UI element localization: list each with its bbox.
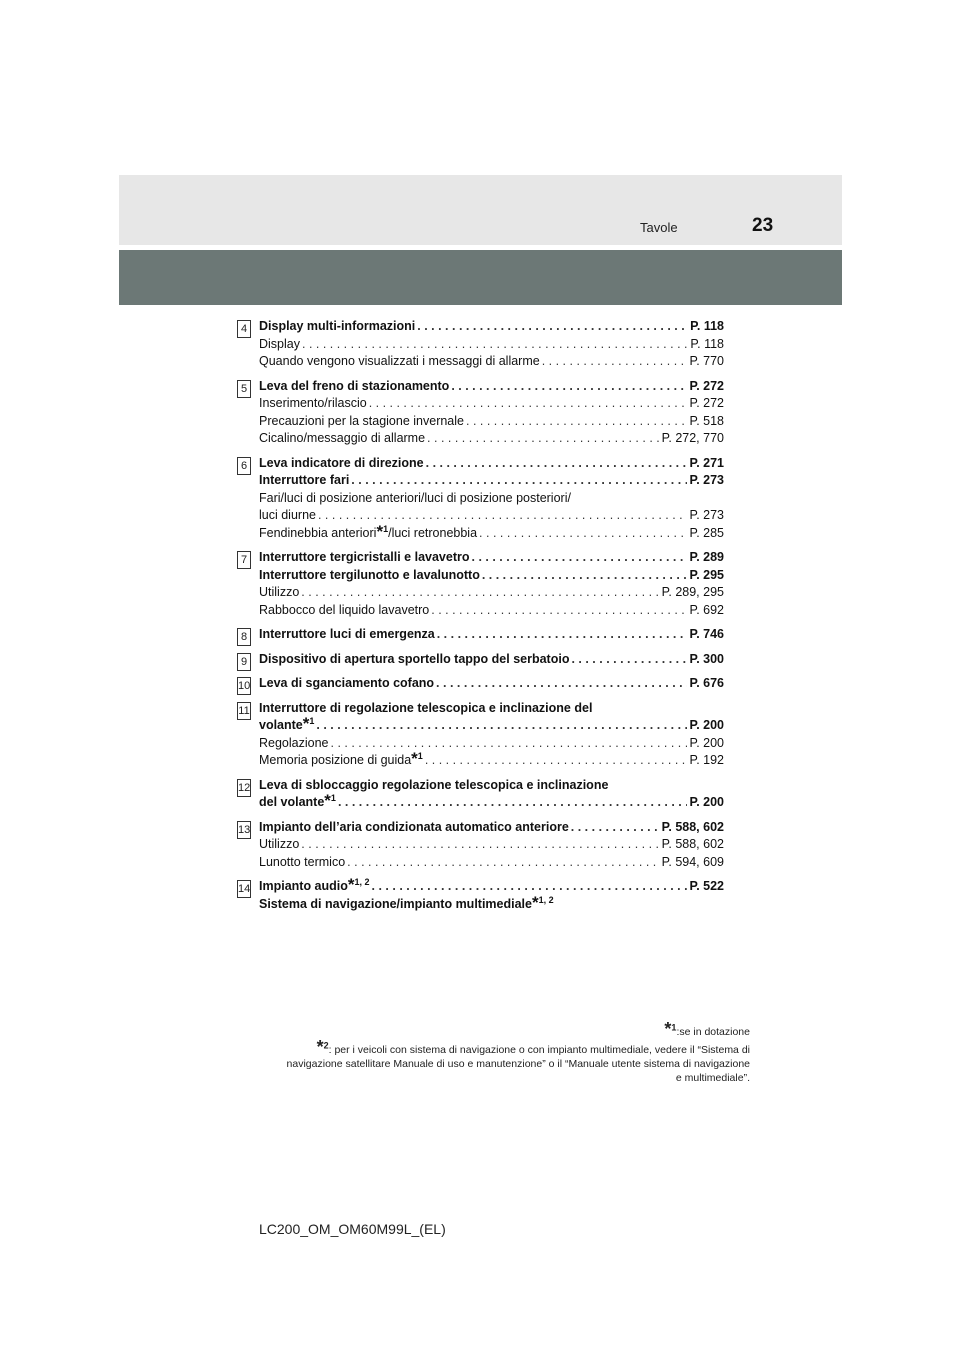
toc-entry[interactable] [259, 413, 724, 431]
leader-dots [451, 378, 687, 396]
toc-entry-label-wrap [259, 472, 349, 490]
leader-dots [436, 675, 687, 693]
document-code: LC200_OM_OM60M99L_(EL) [259, 1221, 446, 1237]
toc-entry-label-wrap [259, 584, 299, 602]
toc-entry-label: Utilizzo [259, 837, 300, 851]
toc-group [237, 777, 724, 812]
item-number-badge: 11 [237, 702, 251, 720]
toc-entry-label: Precauzioni per la stagione invernale [259, 413, 464, 428]
page-reference[interactable]: P. 289 [689, 550, 724, 564]
toc-entry-label: Interruttore tergilunotto e lavalunotto [259, 567, 480, 582]
toc-entry-label-wrap [259, 353, 540, 371]
leader-dots [571, 651, 687, 669]
page-reference[interactable]: P. 746 [689, 627, 724, 641]
footnote-ref: 1 [417, 750, 423, 761]
leader-dots [425, 752, 688, 770]
toc-entry[interactable] [259, 749, 724, 770]
leader-dots [301, 836, 659, 854]
item-number-badge: 10 [237, 677, 251, 695]
leader-dots [426, 455, 688, 473]
toc-entry[interactable] [259, 651, 724, 669]
footnote-mark: 1 [671, 1022, 677, 1033]
toc-entry[interactable] [259, 549, 724, 567]
toc-entry-label: Interruttore fari [259, 473, 350, 487]
toc-entry-label-wrap [259, 651, 569, 669]
page-reference[interactable]: P. 295 [689, 567, 724, 582]
toc-entry[interactable] [259, 735, 724, 753]
toc-entry-label: Display multi-informazioni [259, 319, 416, 333]
item-number-badge: 13 [237, 821, 251, 839]
toc-group [237, 875, 724, 913]
toc-entry-label: Leva di sganciamento cofano [259, 676, 435, 690]
toc-entry[interactable] [259, 875, 724, 896]
toc-entry[interactable] [259, 892, 724, 914]
page-reference[interactable]: P. 676 [689, 676, 724, 690]
toc-entry-label: Impianto audio [259, 879, 348, 893]
toc-entry[interactable] [259, 395, 724, 413]
page-reference[interactable]: P. 272 [689, 396, 724, 410]
page-reference[interactable]: P. 118 [690, 319, 724, 333]
footnote-star: * [664, 1019, 672, 1039]
toc-group [237, 318, 724, 371]
toc-entry-label: Fari/luci di posizione anteriori/luci di posizione posteriori/ [259, 490, 571, 505]
toc-entry-label: Dispositivo di apertura sportello tappo del serbatoio [259, 651, 570, 666]
toc-entry-label: Rabbocco del liquido lavavetro [259, 602, 430, 617]
toc-entry[interactable] [259, 626, 724, 644]
footnote-star: * [316, 1037, 324, 1057]
item-number-badge: 14 [237, 880, 251, 898]
toc-entry-label-wrap [259, 675, 434, 693]
toc-entry-label-wrap [259, 318, 415, 336]
footnote-star: * [376, 521, 384, 541]
item-number-badge: 6 [237, 457, 251, 475]
toc-entry-label-wrap [259, 791, 336, 812]
toc-entry[interactable] [259, 507, 724, 525]
toc-entry[interactable] [259, 430, 724, 448]
page-reference[interactable]: P. 272, 770 [661, 431, 724, 445]
toc-entry[interactable] [259, 714, 724, 735]
toc-entry-label-suffix: /luci retronebbia [388, 525, 478, 540]
page-reference[interactable]: P. 588, 602 [661, 819, 724, 834]
toc-entry-label: Interruttore di regolazione telescopica e inclinazione del [259, 700, 593, 715]
toc-group [237, 378, 724, 448]
toc-entry-label: Sistema di navigazione/impianto multimediale [259, 896, 532, 911]
toc-group [237, 819, 724, 872]
toc-group [237, 626, 724, 644]
toc-entry-label: volante [259, 718, 303, 732]
leader-dots [301, 584, 659, 602]
toc-entry[interactable] [259, 455, 724, 473]
toc-entry[interactable] [259, 675, 724, 693]
toc-entry-label-wrap [259, 521, 478, 543]
footnote-mark: 2 [323, 1040, 329, 1051]
page-reference[interactable]: P. 200 [689, 735, 724, 750]
toc-entry[interactable] [259, 836, 724, 854]
toc-entry-label: Utilizzo [259, 585, 300, 599]
page-reference[interactable]: P. 518 [689, 413, 724, 428]
footnote-ref: 1 [383, 523, 389, 534]
toc-entry-label: Lunotto termico [259, 854, 346, 869]
toc-entry[interactable] [259, 521, 724, 543]
toc-entry[interactable] [259, 490, 724, 508]
toc-entry-label: Regolazione [259, 735, 329, 750]
toc-entry-label-wrap [259, 819, 569, 837]
toc-entry[interactable] [259, 584, 724, 602]
toc-entry[interactable] [259, 378, 724, 396]
leader-dots [417, 318, 688, 336]
page-reference[interactable]: P. 192 [689, 753, 724, 767]
page-reference[interactable]: P. 273 [689, 508, 724, 522]
leader-dots [431, 602, 687, 620]
item-number-badge: 8 [237, 628, 251, 646]
toc-entry-label: Inserimento/rilascio [259, 396, 367, 410]
table-of-contents [237, 318, 724, 920]
toc-entry-label-wrap [259, 749, 423, 770]
page-number: 23 [752, 215, 774, 236]
leader-dots [372, 878, 688, 896]
footnote-star: * [324, 791, 331, 810]
page-reference[interactable]: P. 200 [689, 795, 724, 809]
toc-entry-label: Interruttore tergicristalli e lavavetro [259, 550, 470, 564]
leader-dots [427, 430, 660, 448]
toc-entry-label-wrap [259, 836, 299, 854]
toc-entry-label-wrap [259, 549, 470, 567]
toc-entry-label-wrap [259, 626, 435, 644]
section-title: Tavole [640, 220, 678, 235]
toc-entry-label-wrap [259, 602, 429, 620]
toc-entry-label-wrap [259, 336, 300, 354]
toc-entry-label: Interruttore luci di emergenza [259, 627, 435, 641]
toc-entry-label-wrap [259, 567, 480, 585]
footnote [280, 1037, 750, 1085]
toc-entry[interactable] [259, 472, 724, 490]
page-reference[interactable]: P. 692 [689, 602, 724, 617]
item-number-badge: 4 [237, 320, 251, 338]
footnote-text: :se in dotazione [676, 1026, 750, 1038]
item-number-badge: 5 [237, 380, 251, 398]
leader-dots [571, 819, 660, 837]
footnote-text: : per i veicoli con sistema di navigazione o con impianto multimediale, vedere il “Sistema di navigazione satellitare Manuale di uso e manutenzione” o il “Manuale utente sistema di navigazione e multimediale”. [286, 1044, 750, 1084]
footnote-star: * [302, 714, 310, 733]
toc-entry-label: Quando vengono visualizzati i messaggi di allarme [259, 354, 540, 368]
footnote-star: * [347, 875, 355, 894]
toc-group [237, 549, 724, 619]
toc-entry-label: del volante [259, 795, 325, 809]
toc-entry[interactable] [259, 791, 724, 812]
footnotes [280, 1019, 750, 1089]
toc-entry-label-wrap [259, 430, 425, 448]
page-reference[interactable]: P. 285 [689, 525, 724, 540]
toc-entry-label-wrap [259, 378, 449, 396]
footnote-ref: 1 [330, 792, 336, 803]
toc-entry[interactable] [259, 819, 724, 837]
leader-dots [482, 567, 688, 585]
leader-dots [331, 735, 688, 753]
toc-entry-label: Fendinebbia anteriori [259, 525, 377, 540]
footnote-ref: 1, 2 [538, 894, 554, 905]
toc-entry-label: Leva indicatore di direzione [259, 455, 424, 470]
page-reference[interactable]: P. 300 [689, 651, 724, 666]
toc-entry-label: Memoria posizione di guida [259, 753, 412, 767]
toc-group [237, 675, 724, 693]
item-number-badge: 12 [237, 779, 251, 797]
leader-dots [302, 336, 688, 354]
toc-entry-label-wrap [259, 413, 464, 431]
leader-dots [479, 525, 687, 543]
toc-group [237, 651, 724, 669]
toc-entry-label-wrap [259, 455, 424, 473]
leader-dots [318, 507, 687, 525]
toc-entry-label: Leva di sbloccaggio regolazione telescopica e inclinazione [259, 777, 609, 792]
footnote [280, 1019, 750, 1039]
page-reference[interactable]: P. 272 [689, 378, 724, 393]
toc-entry-label-wrap [259, 395, 367, 413]
page-reference[interactable]: P. 522 [689, 879, 724, 893]
toc-entry-label-wrap [259, 714, 315, 735]
toc-entry-label-wrap [259, 507, 316, 525]
leader-dots [437, 626, 688, 644]
page-reference[interactable]: P. 273 [689, 473, 724, 487]
toc-entry[interactable] [259, 336, 724, 354]
toc-entry-label: Impianto dell’aria condizionata automatico anteriore [259, 819, 569, 834]
leader-dots [338, 794, 688, 812]
toc-entry-label: Leva del freno di stazionamento [259, 378, 450, 393]
item-number-badge: 9 [237, 653, 251, 671]
page-reference[interactable]: P. 200 [689, 718, 724, 732]
header-dark-bar [119, 250, 842, 305]
toc-entry-label-wrap [259, 854, 345, 872]
page-reference[interactable]: P. 118 [690, 336, 724, 351]
leader-dots [347, 854, 659, 872]
item-number-badge: 7 [237, 551, 251, 569]
page-reference[interactable]: P. 289, 295 [661, 585, 724, 599]
toc-entry-label: luci diurne [259, 508, 316, 522]
toc-group [237, 455, 724, 543]
toc-entry-label: Display [259, 336, 300, 351]
footnote-star: * [411, 749, 418, 768]
toc-entry[interactable] [259, 567, 724, 585]
toc-entry[interactable] [259, 602, 724, 620]
page-reference[interactable]: P. 588, 602 [661, 837, 724, 851]
page-reference[interactable]: P. 594, 609 [661, 854, 724, 869]
leader-dots [351, 472, 687, 490]
page-reference[interactable]: P. 770 [689, 354, 724, 368]
toc-entry-label-wrap [259, 875, 370, 896]
footnote-ref: 1 [309, 715, 315, 726]
leader-dots [316, 717, 687, 735]
footnote-ref: 1, 2 [354, 876, 370, 887]
leader-dots [369, 395, 688, 413]
leader-dots [466, 413, 687, 431]
toc-entry-label: Cicalino/messaggio di allarme [259, 431, 426, 445]
leader-dots [542, 353, 688, 371]
toc-entry[interactable] [259, 700, 724, 718]
page-reference[interactable]: P. 271 [689, 455, 724, 470]
leader-dots [472, 549, 688, 567]
toc-entry-label-wrap [259, 735, 329, 753]
toc-entry[interactable] [259, 854, 724, 872]
toc-group [237, 700, 724, 770]
toc-entry[interactable] [259, 318, 724, 336]
footnote-star: * [531, 892, 539, 912]
toc-entry[interactable] [259, 353, 724, 371]
